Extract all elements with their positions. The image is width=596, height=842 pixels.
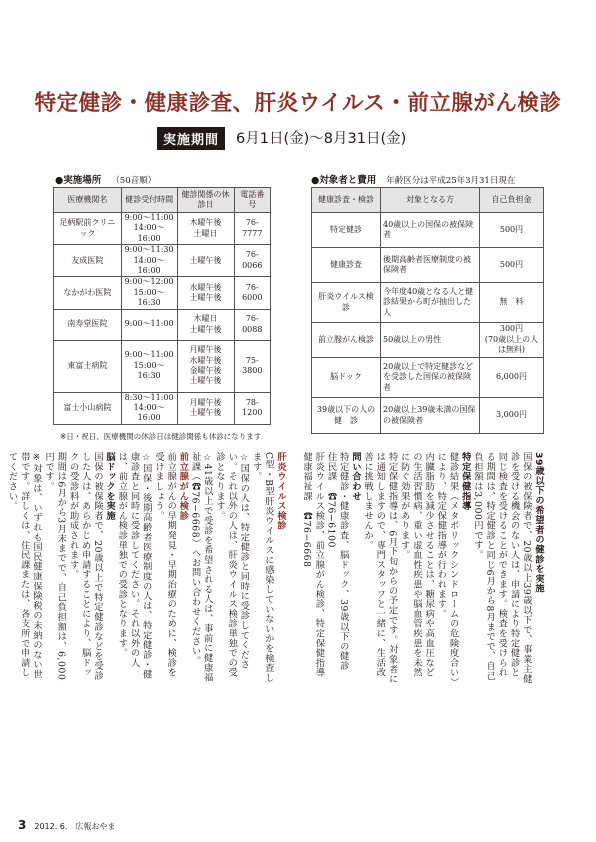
table-cell: 50歳以上の男性 [381, 323, 480, 358]
period-label: 実施期間 [157, 127, 225, 150]
table-header: 健診受付時間 [121, 188, 177, 213]
table-cell: 健康診査 [312, 248, 381, 283]
table-cell: 富士小山病院 [54, 392, 122, 424]
table-cell: 40歳以上の国保の被保険者 [381, 213, 480, 248]
paragraph: ※対象は、いずれも国民健康保険税の未納のない世帯です。詳しくは、住民課または、各支所で申請してください。 [6, 452, 42, 680]
table-cell: 水曜午後 土曜午後 [177, 277, 234, 309]
table-cell: 前立腺がん検診 [312, 323, 381, 358]
table-cell: 月曜午後 水曜午後 金曜午後 土曜午後 [177, 340, 234, 392]
table-header: 健康診査・検診 [312, 188, 381, 213]
table-header: 自己負担金 [480, 188, 544, 213]
table-row [54, 340, 271, 392]
table-cell: 足柄駅前クリニック [54, 213, 122, 245]
paragraph: 国保の被保険者で、20歳以上で特定健診などを受診した人は、あらかじめ申請することにより、脳ドックの受診料が助成されます。 [67, 452, 103, 681]
table-cell: 39歳以下の人の健 診 [312, 398, 381, 434]
table-cell: 300円 (70歳以上の人は無料) [480, 323, 544, 358]
places-heading: ●実施場所 （50音順） [55, 175, 157, 186]
paragraph: 前立腺がんの早期発見・早期治療のために、検診を受けましょう。 [152, 452, 177, 678]
paragraph: ☆国保の人は、特定健診と同時に受診してください。それ以外の人は、肝炎ウイルス検診単独での受診となります。 [213, 452, 250, 678]
table-row [312, 283, 544, 323]
contact-line: 健康福祉課 ☎76−6668 [301, 452, 313, 568]
table-row [54, 213, 271, 245]
places-table [53, 187, 271, 425]
table-cell: 500円 [480, 248, 544, 283]
table-cell: 南寿堂医院 [54, 309, 122, 340]
table-cell: 木曜日 土曜午後 [177, 309, 234, 340]
table-row [312, 248, 544, 283]
table-row [312, 398, 544, 434]
section-heading: 前立腺がん検診 [177, 452, 189, 521]
table-cell: 今年度40歳となる人と健診結果から町が抽出した人 [381, 283, 480, 323]
table-cell: 無 料 [480, 283, 544, 323]
table-cell: 78-1200 [234, 392, 270, 424]
table-cell: 6,000円 [480, 358, 544, 398]
table-header: 健診関係の休診日 [177, 188, 234, 213]
section-heading: 問い合わせ [349, 452, 361, 501]
page-title: 特定健診・健康診査、肝炎ウイルス・前立腺がん検診 [34, 91, 562, 116]
table-cell: 木曜午後 土曜日 [177, 213, 234, 245]
paragraph: ☆国保・後期高齢者医療制度の人は、特定健診・健康診査と同時に受診してください。それ以外の人は、前立腺がん検診単独での受診となります。 [116, 452, 152, 680]
section-heading: 脳ドックを実施 [104, 452, 116, 521]
table-row [312, 323, 544, 358]
table-row [312, 213, 544, 248]
contact-line: 特定健診・健康診査、脳ドック、39歳以下の健診 [337, 452, 349, 671]
table-cell: 土曜午後 [177, 245, 234, 277]
table-header: 電話番号 [234, 188, 270, 213]
paragraph: 期間は6月から3月末までで、自己負担額は、6,000円です。 [43, 452, 67, 681]
table-cell: 76-7777 [234, 213, 270, 245]
page-number: 3 [18, 818, 27, 832]
section-heading: 特定保健指導 [459, 452, 471, 511]
table-cell: 75-3800 [234, 340, 270, 392]
table-cell: 3,000円 [480, 398, 544, 434]
paragraph: 健診結果（メタボリックシンドロームの危険度合い）により、特定保健指導が行われます。 [435, 452, 459, 683]
table-cell: 9:00〜11:30 14:00〜16:00 [121, 245, 177, 277]
period-dates: 6月1日(金)〜8月31日(金) [236, 131, 407, 147]
table-cell: 500円 [480, 213, 544, 248]
table-cell: 脳ドック [312, 358, 381, 398]
table-row [54, 245, 271, 277]
table-cell: 月曜午後 土曜午後 [177, 392, 234, 424]
table-cell: 9:00〜12:00 15:00〜16:30 [121, 277, 177, 309]
table-header: 対象となる方 [381, 188, 480, 213]
table-header: 医療機関名 [54, 188, 122, 213]
table-row [54, 277, 271, 309]
table-cell: 20歳以上39歳未満の国保の被保険者 [381, 398, 480, 434]
table-row [54, 392, 271, 424]
paragraph: 特定保健指導は、6月下旬からの予定です。対象者には通知しますので、専門スタッフと一緒に、生活改善に挑戦しませんか。 [362, 452, 398, 684]
issue-label: 2012. 6. 広報おやま [34, 822, 116, 831]
body-left [6, 452, 286, 684]
table-cell: 9:00〜11:00 15:00〜16:30 [121, 340, 177, 392]
paragraph: C型・B型肝炎ウイルスに感染していないかを検査します。 [250, 452, 274, 683]
table-cell: なかがわ医院 [54, 277, 122, 309]
table-row [54, 309, 271, 340]
contact-line: 肝炎ウイルス検診、前立腺がん検診、特定保健指導 [313, 452, 325, 678]
places-note: ※日・祝日、医療機関の休診日は健診関係も休診になります [60, 432, 262, 441]
table-row [312, 358, 544, 398]
costs-table [311, 187, 544, 434]
page-footer [18, 818, 115, 832]
table-cell: 東富士病院 [54, 340, 122, 392]
table-cell: 76-6000 [234, 277, 270, 309]
table-cell: 76-0088 [234, 309, 270, 340]
paragraph: 内臓脂肪を減少させることは、糖尿病や高血圧などの生活習慣病、重い虚血性疾患や脳血管疾患を未然に防ぐ効果があります。 [398, 452, 435, 678]
table-cell: 特定健診 [312, 213, 381, 248]
table-cell: 9:00〜11:00 [121, 309, 177, 340]
paragraph: ☆41歳以上で受診を希望される人は、事前に健康福祉課（☎76−6668）へお問い合わせください。 [189, 452, 213, 683]
costs-heading: ●対象者と費用 年齢区分は平成25年3月31日現在 [311, 175, 516, 186]
table-cell: 9:00〜11:00 14:00〜16:00 [121, 213, 177, 245]
table-cell: 8:30〜11:00 14:00〜16:00 [121, 392, 177, 424]
table-cell: 76-0066 [234, 245, 270, 277]
table-cell: 20歳以上で特定健診などを受診した国保の被保険者 [381, 358, 480, 398]
section-heading: 肝炎ウイルス検診 [275, 452, 286, 531]
contact-line: 住民課 ☎76−6100 [325, 452, 337, 548]
table-cell: 後期高齢者医療制度の被保険者 [381, 248, 480, 283]
section-heading: 39歳以下の希望者の健診を実施 [533, 452, 544, 594]
body-right [301, 452, 544, 684]
table-cell: 肝炎ウイルス検 診 [312, 283, 381, 323]
paragraph: 国保の被保険者で、20歳以上39歳以下で、事業主健診を受ける機会のない人は、申請により特定健診と同じ検査を受けることができます。検査を受けられる期間は、特定健診と同じ6月から8月までで、自己負担額は3,000円です。 [471, 452, 532, 684]
table-cell: 友成医院 [54, 245, 122, 277]
